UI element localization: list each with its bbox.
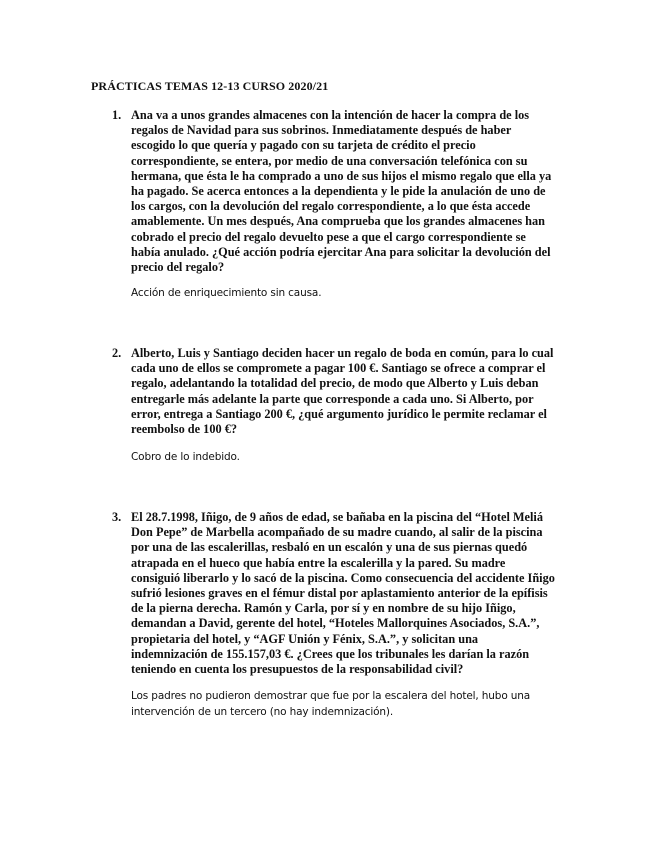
question-number: 3.: [112, 510, 122, 524]
question-text: Alberto, Luis y Santiago deciden hacer un regalo de boda en común, para lo cual cada uno de ellos se compromete a pagar 100 €. Santiago se ofrece a comprar el regalo, adelantando la totalidad del precio, de modo que Alberto y Luis deban entregarle más adelante la parte que corresponde a cada uno. Si Alberto, por error, entrega a Santiago 200 €, ¿qué argumento jurídico le permite reclamar el reembolso de 100 €?: [131, 346, 554, 437]
page-title: PRÁCTICAS TEMAS 12-13 CURSO 2020/21: [91, 79, 329, 93]
question-number: 2.: [112, 346, 122, 360]
question-number: 1.: [112, 108, 122, 122]
question-text: El 28.7.1998, Iñigo, de 9 años de edad, se bañaba en la piscina del “Hotel Meliá Don Pepe” de Marbella acompañado de su madre cuando, al salir de la piscina por una de las escalerillas, resbaló en un escalón y una de sus piernas quedó atrapada en el hueco que había entre la escalerilla y la pared. Su madre consiguió liberarlo y lo sacó de la piscina. Como consecuencia del accidente Iñigo sufrió lesiones graves en el fémur distal por aplastamiento anterior de la epífisis de la pierna derecha. Ramón y Carla, por sí y en nombre de su hijo Iñigo, demandan a David, gerente del hotel, “Hoteles Mallorquines Asociados, S.A.”, propietaria del hotel, y “AGF Unión y Fénix, S.A.”, y solicitan una indemnización de 155.157,03 €. ¿Crees que los tribunales les darían la razón teniendo en cuenta los presupuestos de la responsabilidad civil?: [131, 510, 555, 677]
answer-2: Cobro de lo indebido.: [131, 451, 240, 463]
question-text: Ana va a unos grandes almacenes con la intención de hacer la compra de los regalos de Navidad para sus sobrinos. Inmediatamente después de haber escogido lo que quería y pagado con su tarjeta de crédito el precio correspondiente, se entera, por medio de una conversación telefónica con su hermana, que ésta le ha comprado a uno de sus hijos el mismo regalo que ella ya ha pagado. Se acerca entonces a la dependienta y le pide la anulación de uno de los cargos, con la devolución del regalo correspondiente, a lo que ésta accede amablemente. Un mes después, Ana comprueba que los grandes almacenes han cobrado el precio del regalo devuelto pese a que el cargo correspondiente se había anulado. ¿Qué acción podría ejercitar Ana para solicitar la devolución del precio del regalo?: [131, 108, 552, 275]
answer-3: Los padres no pudieron demostrar que fue por la escalera del hotel, hubo una intervención de un tercero (no hay indemnización).: [131, 690, 531, 718]
answer-1: Acción de enriquecimiento sin causa.: [131, 287, 322, 299]
